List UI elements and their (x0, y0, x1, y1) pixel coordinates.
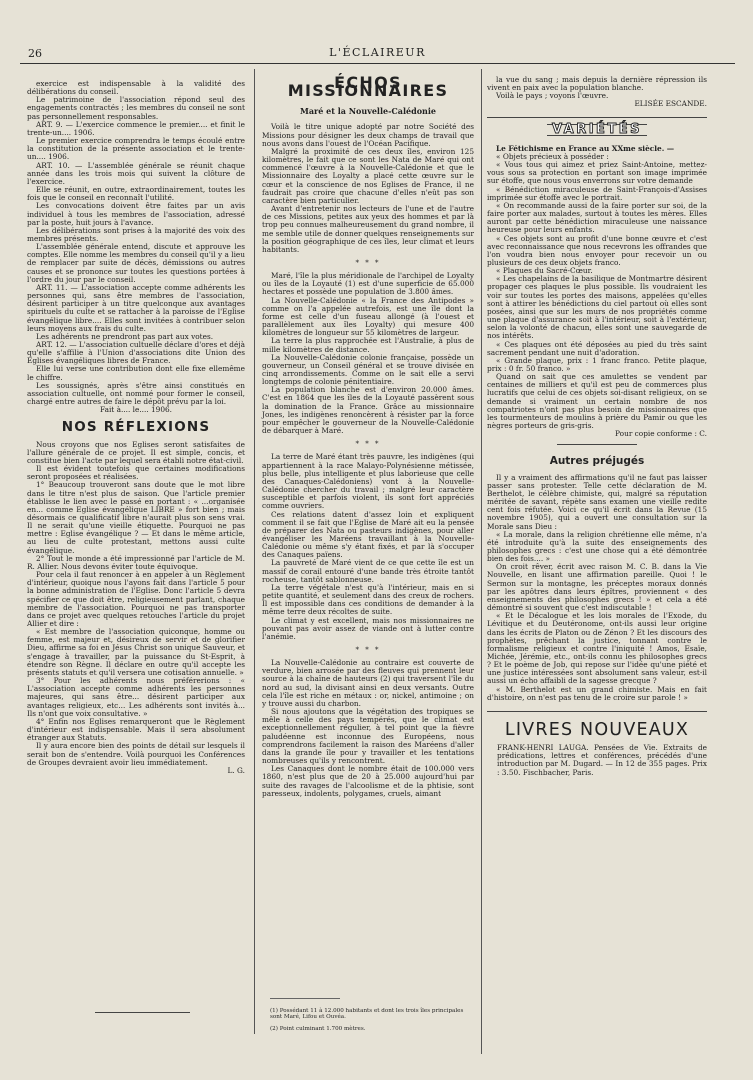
paragraph: La terre de Maré étant très pauvre, les indigènes (qui appartiennent à la race Malayo-Polynésienne métissée, plus belle, plus intelligente et plus laborieuse que celle des Canaques-Calédoniens) vont à la Nouvelle-Calédonie chercher du travail ; malgré leur caractère susceptible et parfois violent, ils sont fort appréciés comme ouvriers. (262, 452, 474, 511)
paragraph: Maré, l'île la plus méridionale de l'archipel de Loyalty ou îles de la Loyauté (1) est d'une superficie de 65.000 hectares et possède une population de 3.800 âmes. (262, 271, 474, 297)
paragraph: Il y a vraiment des affirmations qu'il ne faut pas laisser passer sans protester. Telle cette déclaration de M. Berthelot, le célèbre chimiste, qui, malgré sa réputation méritée de savant, répète sans examen une vieille redite cent fois réfutée. Voici ce qu'il écrit dans la Revue (15 novembre 1905), qui a ouvert une consultation sur la Morale sans Dieu : (487, 472, 707, 531)
paragraph: 1° Beaucoup trouveront sans doute que le mot libre dans le titre n'est plus de saison. Que l'article premier établisse le lien avec le passé en portant : « ...organisée en... comme Eglise évangélique LIBRE » fort bien ; mais désormais ce qualificatif libre n'aurait plus son sens vrai. Il ne serait qu'une vieille étiquette. Pourquoi ne pas mettre : Eglise évangélique ? — Et dans le même article, au lieu de culte protestant, mettons aussi culte évangélique. (27, 480, 245, 555)
paragraph: Voilà le pays ; voyons l'œuvre. (496, 91, 609, 101)
journal-title: L'ÉCLAIREUR (329, 46, 426, 59)
echos-continuation (487, 76, 707, 100)
paragraph: La Nouvelle-Calédonie colonie française, possède un gouverneur, un Conseil général et se trouve divisée en cinq arrondissements. Comme on le sait elle a servi longtemps de colonie pénitentiaire. (262, 352, 474, 387)
column-divider-right (481, 69, 482, 1054)
paragraph: « On recommande aussi de la faire porter sur soi, de la faire porter aux malades, surtout à toutes les mères. Elles auront par cette bénédiction miraculeuse une naissance heureuse pour leurs enfants. (487, 200, 707, 235)
varietes-title: VARIÉTÉS (547, 124, 647, 136)
paragraph: 4° Enfin nos Eglises remarqueront que le Règlement d'intérieur est indispensable. Mais il sera absolument étranger aux Statuts. (27, 716, 245, 743)
page-header (20, 41, 735, 65)
middle-column (262, 73, 474, 798)
paragraph: Les soussignés, après s'être ainsi constitués en association cultuelle, ont nommé pour former le conseil, chargé entre autres de faire le dépôt prévu par la loi. (27, 380, 245, 407)
paragraph: « Bénédiction miraculeuse de Saint-François-d'Assises imprimée sur étoffe avec le portrait. (487, 184, 707, 202)
fait-line: Fait à.... le.... 1906. (99, 405, 173, 415)
paragraph: « Objets précieux à posséder : (496, 151, 609, 161)
paragraph: Voilà le titre unique adopté par notre Société des Missions pour désigner les deux champs de travail que nous avons dans l'ouest de l'Océan Pacifique. (262, 122, 474, 148)
paragraph: Le premier exercice comprendra le temps écoulé entre la constitution de la présente association et le trente-un.... 1906. (27, 136, 245, 162)
paragraph: « M. Berthelot est un grand chimiste. Mais en fait d'histoire, on n'est pas tenu de le croire sur parole ! » (487, 684, 707, 702)
paragraph: La terre la plus rapprochée est l'Australie, à plus de mille kilomètres de distance. (262, 336, 474, 354)
fetichisme-signature: Pour copie conforme : C. (615, 429, 707, 439)
paragraph: Elle se réunit, en outre, extraordinairement, toutes les fois que le conseil en reconnaît l'utilité. (27, 185, 245, 203)
fetichisme-text (487, 153, 707, 430)
paragraph: Les adhérents ne prendront pas part aux votes. (36, 331, 214, 341)
varietes-heading (487, 121, 707, 137)
page-number: 26 (28, 47, 42, 60)
left-column (27, 80, 245, 775)
echos-subtitle: Maré et la Nouvelle-Calédonie (300, 106, 436, 117)
paragraph: ART. 11. — L'association accepte comme adhérents les personnes qui, sans être membres de l'association, désirent participer à un titre quelconque aux avantages spirituels du culte et se rattacher à la paroisse de l'Eglise évangélique libre.... Elles sont invitées à contribuer selon leurs moyens aux frais du culte. (27, 282, 245, 333)
left-end-rule (95, 1012, 190, 1013)
stars-separator: * * * (355, 646, 381, 654)
section-rule (557, 444, 637, 445)
paragraph: « Les chapelains de la basilique de Montmartre désirent propager ces plaques le plus possible. Ils voudraient les voir sur toutes les portes des maisons, appelées qu'elles sont à attirer les bénédictions du ciel partout où elles sont posées, ainsi que sur les murs de nos propriétés comme une plaque d'assurance soit à l'intérieur, soit à l'extérieur, selon la volonté de chacun, elles sont une sauvegarde de nos intérêts. (487, 274, 707, 341)
paragraph: « Est membre de l'association quiconque, homme ou femme, est majeur et, désireux de servir et de glorifier Dieu, affirme sa foi en Jésus Christ son unique Sauveur, et s'engage à travailler, par la puissance du St-Esprit, à étendre son Règne. Il déclare en outre qu'il accepte les présents statuts et qu'il versera une cotisation annuelle. » (27, 627, 245, 677)
paragraph: « Plaques du Sacré-Cœur. (496, 266, 593, 276)
paragraph: Les convocations doivent être faites par un avis individuel à tous les membres de l'association, adressé par la poste, huit jours à l'avance. (27, 201, 245, 227)
stars-separator: * * * (355, 258, 381, 267)
nos-reflexions-title: NOS RÉFLEXIONS (61, 419, 211, 436)
paragraph: « Vous tous qui aimez et priez Saint-Antoine, mettez-vous sous sa protection en portant son image imprimée sur étoffe, que nous vous enverrons sur votre demande (487, 160, 707, 186)
section-rule (487, 117, 707, 118)
section-rule (487, 711, 707, 712)
header-rule (20, 63, 735, 64)
echos-missionnaires-title: ÉCHOS MISSIONNAIRES (287, 73, 449, 101)
paragraph: « Ces objets sont au profit d'une bonne œuvre et c'est avec reconnaissance que nous recevrons les offrandes que l'on voudra bien nous envoyer pour recevoir un ou plusieurs de ces deux objets franco. (487, 233, 707, 267)
paragraph: Avant d'entretenir nos lecteurs de l'une et de l'autre de ces Missions, petites aux yeux des hommes et par là trop peu connues malheureusement du grand nombre, il me semble utile de donner quelques renseignements sur la position géographique de ces îles, leur climat et leurs habitants. (262, 204, 474, 254)
paragraph: « Grande plaque, prix : 1 franc franco. Petite plaque, prix : 0 fr. 50 franco. » (487, 355, 707, 373)
reflexions-signature: L. G. (227, 765, 245, 775)
echos-part-3 (262, 453, 474, 641)
paragraph: Pour cela il faut renoncer à en appeler à un Règlement d'intérieur, quoique nous l'ayons fait dans l'article 5 pour la bonne administration de l'Eglise. Donc l'article 5 devra spécifier ce que doit être, religieusement parlant, chaque membre de l'association. Pourquoi ne pas transporter dans ce projet avec quelques retouches l'article du projet Allier et dire : (27, 570, 245, 628)
paragraph: Le climat y est excellent, mais nos missionnaires ne pouvant pas avoir assez de viande ont à lutter contre l'anémie. (262, 615, 474, 641)
paragraph: Quand on sait que ces amulettes se vendent par centaines de milliers et qu'il est peu de commerces plus lucratifs que celui de ces objets soi-disant religieux, on se demande si vraiment un certain nombre de nos compatriotes n'ont pas plus besoin de missionnaires que les tourmenteurs de moulins à prière du Pamir ou que les nègres porteurs de gris-gris. (487, 372, 707, 431)
paragraph: ART. 10. — L'assemblée générale se réunit chaque année dans les trois mois qui suivent la clôture de l'exercice. (27, 160, 245, 186)
stars-separator: * * * (355, 440, 381, 449)
statutes-text (27, 80, 245, 406)
footnote: (1) Possédant 11 à 12.000 habitants et dont les trois îles principales sont Maré, Lifou et Ouvéa. (270, 1007, 464, 1020)
paragraph: L'assemblée générale entend, discute et approuve les comptes. Elle nomme les membres du conseil qu'il y a lieu de remplacer par suite de décès, démissions ou autres causes et se prononce sur toutes les questions portées à l'ordre du jour par le conseil. (27, 242, 245, 284)
right-column (487, 76, 707, 777)
paragraph: On croit rêver, écrit avec raison M. C. B. dans la Vie Nouvelle, en lisant une affirmation pareille. Quoi ! le Sermon sur la montagne, les préceptes moraux donnés par les apôtres dans leurs épîtres, proviennent « des enseignements des philosophes grecs ! » et cela a été démontré si souvent que c'est indiscutable ! (487, 562, 707, 613)
paragraph: La terre végétale n'est qu'à l'intérieur, mais en si petite quantité, et seulement dans des creux de rochers. Il est impossible dans ces conditions de demander à la même terre deux récoltes de suite. (262, 582, 474, 617)
paragraph: ART. 9. — L'exercice commence le premier.... et finit le trente-un.... 1906. (27, 119, 245, 137)
paragraph: « La morale, dans la religion chrétienne elle même, n'a été introduite qu'à la suite des enseignements des philosophes grecs : c'est une chose qui a été démontrée bien des fois.... » (487, 529, 707, 564)
livres-entry: FRANK-HENRI LAUGA. Pensées de Vie. Extraits de prédications, lettres et conférences, précédés d'une introduction par M. Dugard. — In 12 de 355 pages. Prix : 3.50. Fischbacher, Paris. (497, 743, 707, 777)
paragraph: Malgré la proximité de ces deux îles, environ 125 kilomètres, le fait que ce sont les Nata de Maré qui ont commencé l'œuvre à la Nouvelle-Calédonie et que le Missionnaire des Loyalty a placé cette œuvre sur le cœur et la conscience de nos Eglises de France, il ne faudrait pas croire que chacune d'elles n'eût pas son caractère bien particulier. (262, 146, 474, 205)
escande-signature: ELISÉE ESCANDE. (634, 99, 707, 109)
paragraph: la vue du sang ; mais depuis la dernière répression ils vivent en paix avec la population blanche. (487, 75, 707, 93)
paragraph: Si nous ajoutons que la végétation des tropiques se mêle à celle des pays tempérés, que le climat est exceptionnellement régulier, à tel point que la fièvre paludéenne est inconnue des Européens, nous comprendrons facilement la raison des Maréens d'aller dans la grande île pour y travailler et les tentations nombreuses qu'ils y rencontrent. (262, 707, 474, 766)
paragraph: exercice est indispensable à la validité des délibérations du conseil. (27, 79, 245, 97)
prejuges-text (487, 474, 707, 702)
paragraph: Les délibérations sont prises à la majorité des voix des membres présents. (27, 225, 245, 243)
paragraph: Le patrimoine de l'association répond seul des engagements contractés ; les membres du conseil ne sont pas personnellement responsables. (27, 95, 245, 121)
paragraph: Il y aura encore bien des points de détail sur lesquels il serait bon de s'entendre. Voilà pourquoi les Conférences de Groupes devraient avoir lieu immédiatement. (27, 741, 245, 767)
paragraph: « Ces plaques ont été déposées au pied du très saint sacrement pendant une nuit d'adoration. (487, 339, 707, 357)
paragraph: Il est évident toutefois que certaines modifications seront proposées et réalisées. (27, 464, 245, 482)
column-divider-left (254, 69, 255, 1034)
autres-prejuges-title: Autres préjugés (549, 455, 645, 468)
livres-nouveaux-title: LIVRES NOUVEAUX (504, 719, 690, 740)
footnote-rule (270, 998, 340, 999)
reflexions-text (27, 441, 245, 767)
paragraph: La Nouvelle-Calédonie « la France des Antipodes » comme on l'a appelée autrefois, est une île dont la forme est celle d'un fuseau allongé (à l'ouest et parallèlement aux îles Loyalty) qui mesure 400 kilomètres de longueur sur 55 kilomètres de largeur. (262, 295, 474, 338)
paragraph: 3° Pour les adhérents nous préférerions : « L'association accepte comme adhérents les personnes majeures, qui sans être... désirent participer aux avantages religieux, etc... Les adhérents sont invités à... Ils n'ont que voix consultative. » (27, 676, 245, 718)
paragraph: La Nouvelle-Calédonie au contraire est couverte de verdure, bien arrosée par des fleuves qui prennent leur source à la chaîne de hauteurs (2) qui traversent l'île du nord au sud, la divisant ainsi en deux versants. Outre cela l'île est riche en métaux : or, nickel, antimoine ; on y trouve aussi du charbon. (262, 658, 474, 708)
paragraph: Nous croyons que nos Eglises seront satisfaites de l'allure générale de ce projet. Il est simple, concis, et constitue bien l'acte par lequel sera établi notre état-civil. (27, 439, 245, 465)
paragraph: La pauvreté de Maré vient de ce que cette île est un massif de corail entouré d'une bande très étroite tantôt rocheuse, tantôt sablonneuse. (262, 558, 474, 584)
paragraph: ART. 12. — L'association cultuelle déclare d'ores et déjà qu'elle s'affilie à l'Union d'associations dite Union des Eglises évangéliques libres de France. (27, 340, 245, 366)
footnote: (2) Point culminant 1.700 mètres. (270, 1026, 366, 1032)
echos-part-4 (262, 659, 474, 798)
paragraph: La population blanche est d'environ 20.000 âmes. C'est en 1864 que les îles de la Loyauté passèrent sous la domination de la France. Grâce au missionnaire Jones, les indigènes renoncèrent à résister par la force pour empêcher le gouverneur de la Nouvelle-Calédonie de débarquer à Maré. (262, 385, 474, 436)
paragraph: 2° Tout le monde a été impressionné par l'article de M. R. Allier. Nous devons éviter toute équivoque. (27, 553, 245, 571)
footnotes (270, 1002, 475, 1038)
paragraph: Elle lui verse une contribution dont elle fixe ellemême le chiffre. (27, 364, 245, 382)
paragraph: Les Canaques dont le nombre était de 100.000 vers 1860, n'est plus que de 20 à 25.000 aujourd'hui par suite des ravages de l'alcoolisme et de la phtisie, sont paresseux, indolents, polygames, cruels, aimant (262, 764, 474, 798)
fetichisme-title: Le Fétichisme en France au XXme siècle. — (496, 143, 675, 153)
echos-part-2 (262, 272, 474, 435)
paragraph: « Et le Décalogue et les lois morales de l'Exode, du Lévitique et du Deutéronome, ont-ils aussi leur origine dans les écrits de Platon ou de Zénon ? Et les discours des prophètes, prêchant la justice, tonnant contre le formalisme religieux et contre l'iniquité ! Amos, Esaïe, Michée, Jérémie, etc., ont-ils connu les philosophes grecs ? Et le poème de Job, qui repose sur l'idée qu'une piété et une justice intéressées sont absolument sans valeur, est-il aussi un écho affaibli de la sagesse grecque ? (487, 611, 707, 686)
echos-part-1 (262, 123, 474, 254)
paragraph: Ces relations datent d'assez loin et expliquent comment il se fait que l'Eglise de Maré ait eu la pensée de préparer des Nata ou pasteurs indigènes, pour aller évangéliser les Maréens travaillant à la Nouvelle-Calédonie ou même s'y étant fixés, et par là s'occuper des Canaques païens. (262, 509, 474, 560)
